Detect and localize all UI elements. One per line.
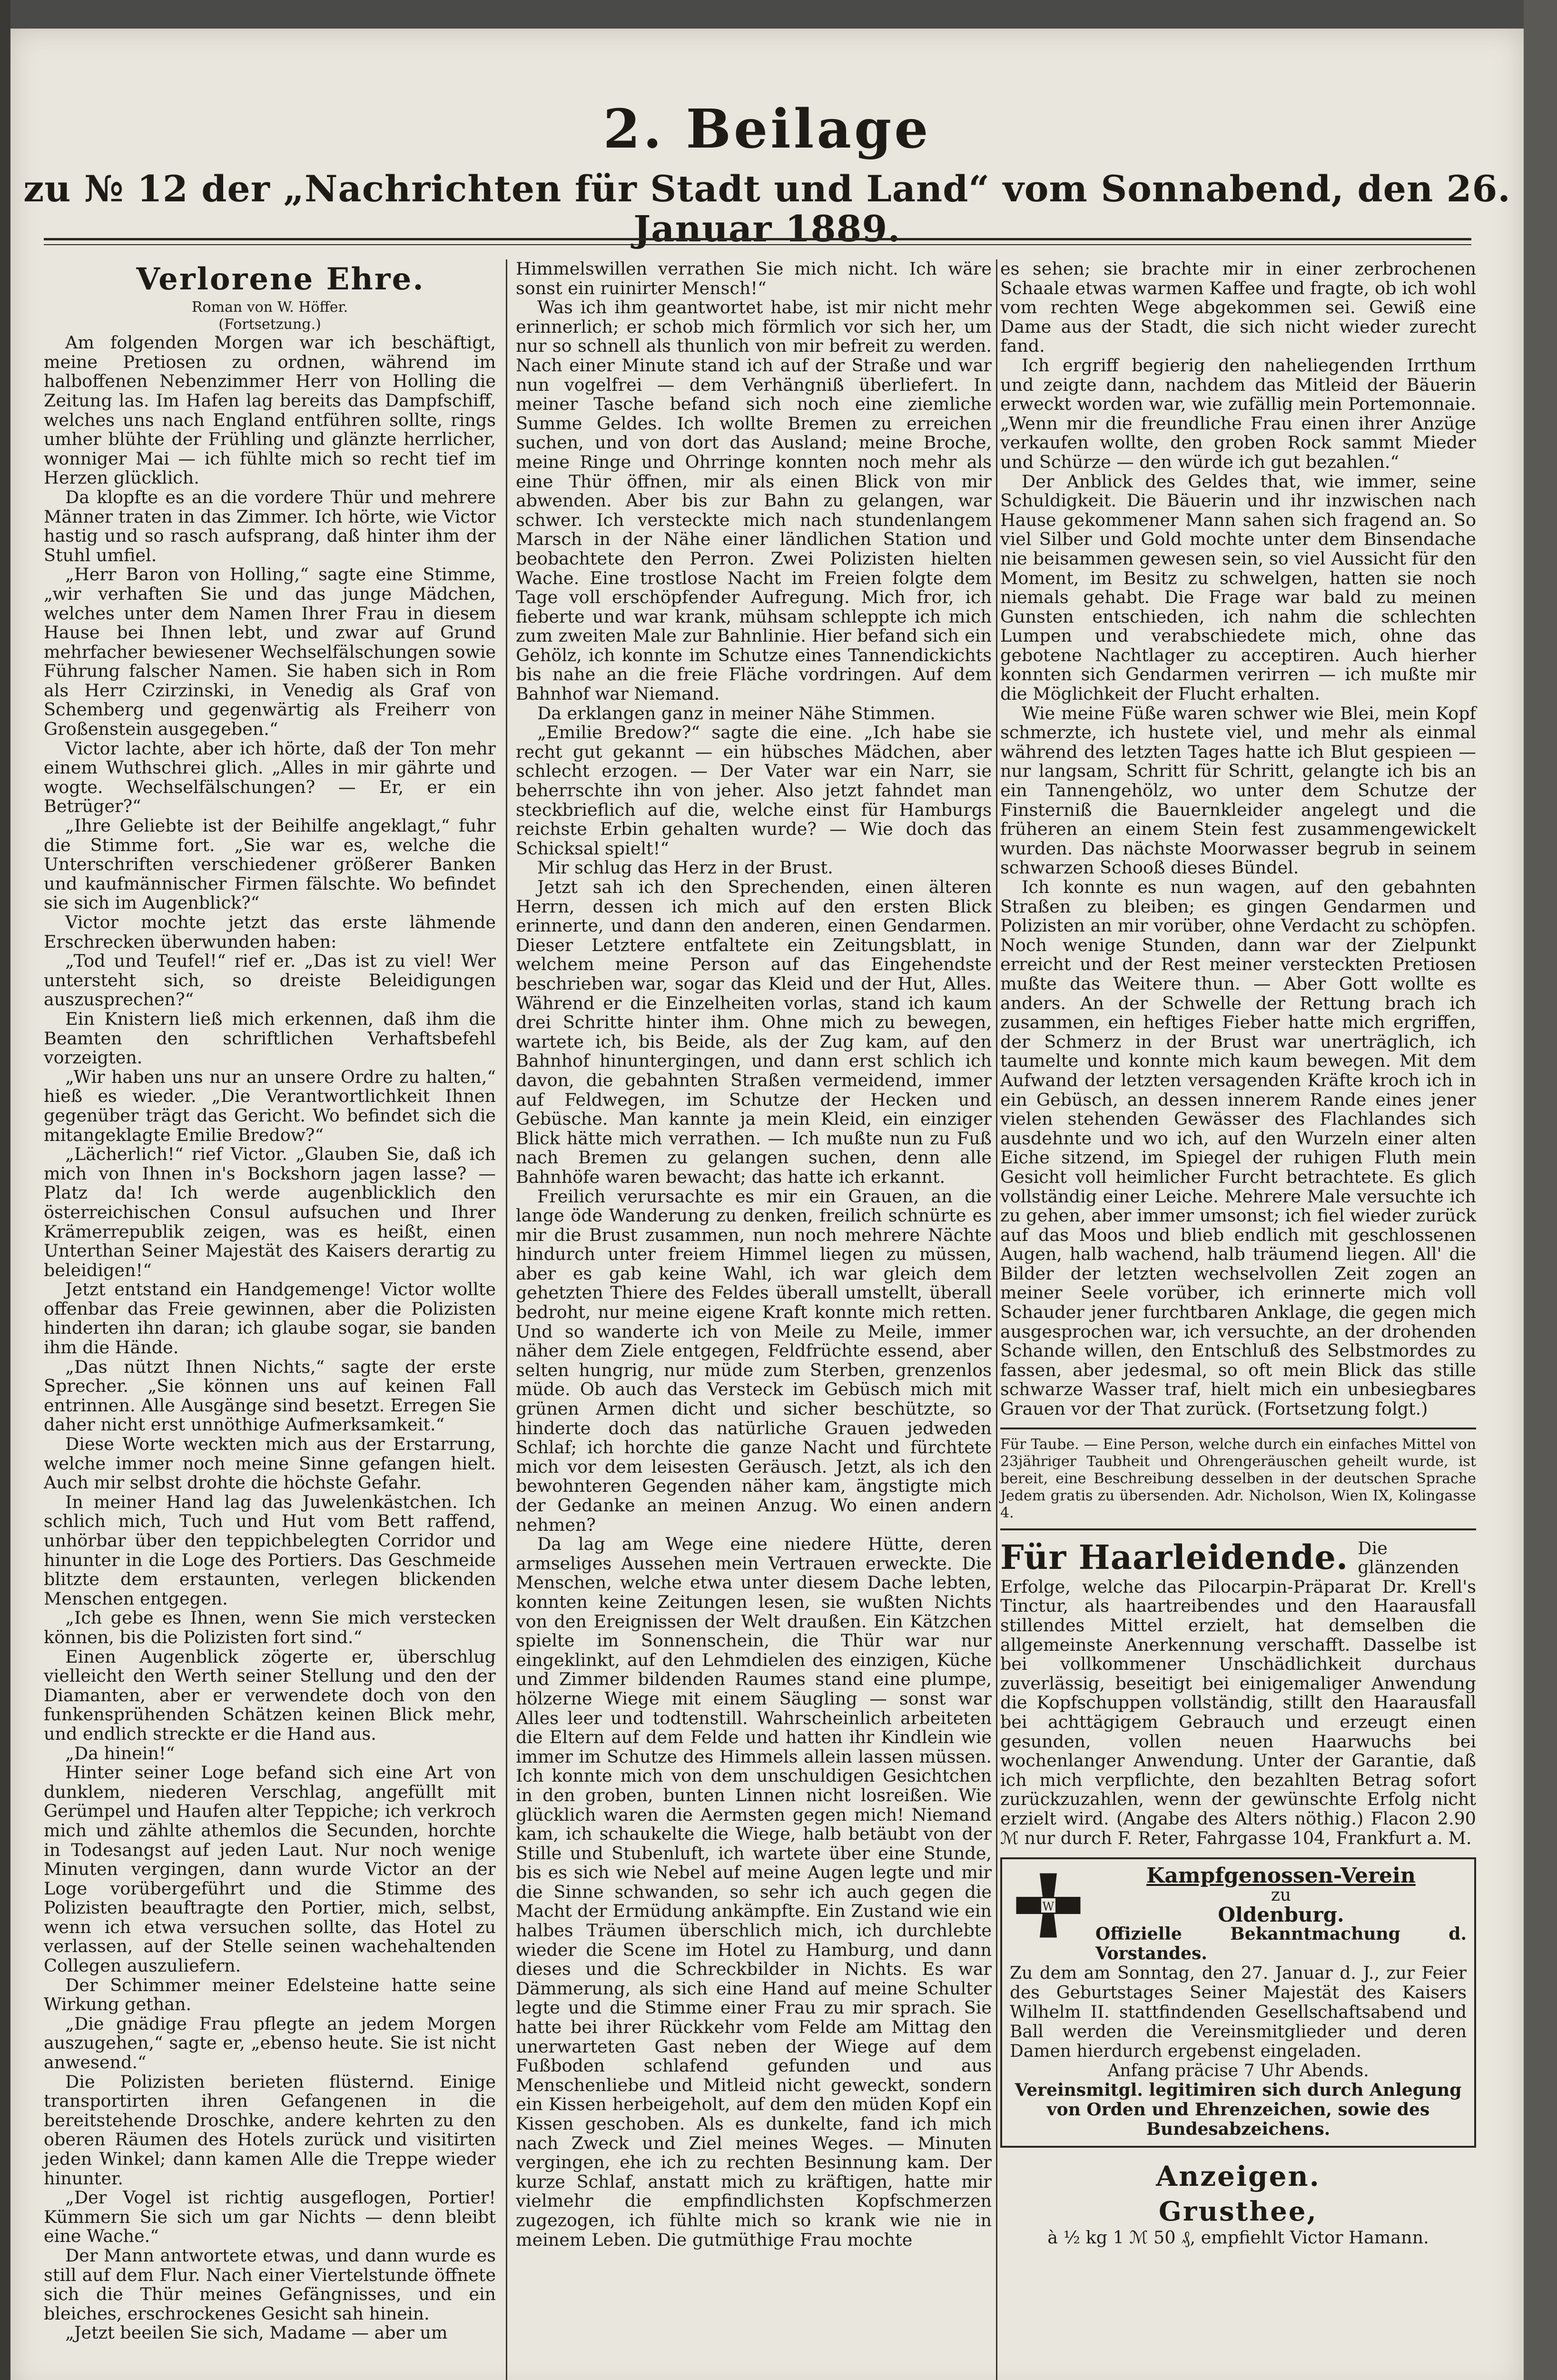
paragraph: „Die gnädige Frau pflegte an jedem Morgen auszugehen,“ sagte er, „ebenso heute. Sie ist nicht anwesend.“ [44,2013,496,2073]
newspaper-page [10,29,1524,2380]
paragraph: Der Anblick des Geldes that, wie immer, seine Schuldigkeit. Die Bäuerin und ihr inzwischen nach Hause gekommener Mann sahen sich fragend an. So viel Silber und Gold mochte unter dem Binsendache nie beisammen gewesen sein, so viel Aussicht für den Moment, im Besitz zu schwelgen, hatten sie noch niemals gehabt. Die Frage war bald zu meinen Gunsten entschieden, ich nahm die schlechten Lumpen und verabschiedete mich, ohne das gebotene Nachtlager zu acceptiren. Auch hierher konnten sich Gendarmen verirren — ich mußte mir die Möglichkeit der Flucht erhalten. [1000,471,1476,704]
verein-zu: zu [1271,1885,1291,1905]
paragraph: „Ich gebe es Ihnen, wenn Sie mich verstecken können, bis die Polizisten fort sind.“ [44,1607,496,1647]
paragraph: Ich ergriff begierig den naheliegenden Irrthum und zeigte dann, nachdem das Mitleid der Bäuerin erweckt worden war, wie zufällig mein Portemonnaie. „Wenn mir die freundliche Frau einen ihrer Anzüge verkaufen wollte, den groben Rock sammt Mieder und Schürze — den würde ich gut bezahlen.“ [1000,355,1476,472]
grusthee-line: à ½ kg 1 ℳ 50 ₰, empfiehlt Victor Hamann. [1047,2227,1429,2248]
scan-right-edge [1524,0,1557,2380]
paragraph: „Herr Baron von Holling,“ sagte eine Stimme, „wir verhaften Sie und das junge Mädchen, welches unter dem Namen Ihrer Frau in diesem Hause bei Ihnen lebt, und zwar auf Grund mehrfacher bewiesener Wechselfälschungen sowie Führung falscher Namen. Sie haben sich in Rom als Herr Czirzinski, in Venedig als Graf von Schemberg und gegenwärtig als Freiherr von Großenstein ausgegeben.“ [44,564,496,740]
paragraph: „Das nützt Ihnen Nichts,“ sagte der erste Sprecher. „Sie können uns auf keinen Fall entrinnen. Alle Ausgänge sind besetzt. Erregen Sie daher nicht erst unnöthige Aufmerksamkeit.“ [44,1356,496,1435]
paragraph: Ich konnte es nun wagen, auf den gebahnten Straßen zu bleiben; es gingen Gendarmen und Polizisten an mir vorüber, ohne Verdacht zu schöpfen. Noch wenige Stunden, dann war der Zielpunkt erreicht und der Rest meiner versteckten Pretiosen mußte das Weitere thun. — Aber Gott wollte es anders. An der Schwelle der Rettung brach ich zusammen, ein heftiges Fieber hatte mich ergriffen, der Schmerz in der Brust war unerträglich, ich taumelte und konnte mich kaum bewegen. Mit dem Aufwand der letzten versagenden Kräfte kroch ich in ein Gebüsch, an dessen innerem Rande eines jener vielen stehenden Gewässer des Flachlandes sich ausdehnte und wo ich, auf den Wurzeln einer alten Eiche sitzend, im Spiegel der ruhigen Fluth mein Gesicht voll heimlicher Furcht betrachtete. Es glich vollständig einer Leiche. Mehrere Male versuchte ich zu gehen, aber immer umsonst; ich fiel wieder zurück auf das Moos und blieb endlich mit geschlossenen Augen, halb wachend, halb träumend liegen. All' die Bilder der letzten wechselvollen Zeit zogen an meiner Seele vorüber, ich erinnerte mich voll Schauder jener furchtbaren Anklage, die gegen mich ausgesprochen war, ich versuchte, an der drohenden Schande willen, den Entschluß des Selbstmordes zu fassen, aber jedesmal, so oft mein Blick das stille schwarze Wasser traf, hielt mich ein unbesiegbares Grauen vor der That zurück. (Fortsetzung folgt.) [1000,877,1476,1419]
story-byline: Roman von W. Höffer. [191,299,348,316]
story-title: Verlorene Ehre. [136,261,425,297]
paragraph: „Da hinein!“ [65,1743,175,1764]
column-2 [516,259,992,2380]
verein-title: Kampfgenossen-Verein [1146,1864,1416,1888]
iron-cross-icon [1013,1870,1084,1941]
paragraph: „Emilie Bredow?“ sagte die eine. „Ich habe sie recht gut gekannt — ein hübsches Mädchen, aber schlecht erzogen. — Der Vater war ein Narr, sie beherrschte ihn von jeher. Also jetzt fahndet man steckbrieflich auf die, welche einst für Hamburgs reichste Erbin gehalten wurde? — Wie doch das Schicksal spielt!“ [516,722,992,859]
verein-body: Zu dem am Sonntag, den 27. Januar d. J., zur Feier des Geburtstages Seiner Majestät des Kaisers Wilhelm II. stattfindenden Gesellschaftsabend und Ball werden die Vereinsmitglieder und deren Damen hierdurch ergebenst eingeladen. [1010,1964,1467,2062]
supplement-title: 2. Beilage [603,98,931,160]
ad-haarleidende-title: Für Haarleidende. [1000,1538,1349,1577]
notice-taube: Für Taube. — Eine Person, welche durch ein einfaches Mittel von 23jähriger Taubheit und Ohrengeräuschen geheilt wurde, ist bereit, eine Beschreibung desselben in der deutschen Sprache Jedem gratis zu übersenden. Adr. Nicholson, Wien IX, Kolingasse 4. [1000,1428,1476,1530]
column-3 [1000,259,1476,2380]
masthead [10,100,1524,248]
ad-kampfgenossen-verein [1000,1857,1476,2148]
paragraph: Einen Augenblick zögerte er, überschlug vielleicht den Werth seiner Stellung und den der Diamanten, aber er verwendete doch von den funkensprühenden Schätzen keinen Blick mehr, und endlich streckte er die Hand aus. [44,1646,496,1744]
paragraph: In meiner Hand lag das Juwelenkästchen. Ich schlich mich, Tuch und Hut vom Bett raffend, unhörbar über den teppichbelegten Corridor und hinunter in die Loge des Portiers. Das Geschmeide blitzte dem erstaunten, verlegen blickenden Menschen entgegen. [44,1491,496,1609]
paragraph: „Lächerlich!“ rief Victor. „Glauben Sie, daß ich mich von Ihnen in's Bockshorn jagen lasse? — Platz da! Ich werde augenblicklich den österreichischen Consul aufsuchen und Ihrer Krämerrepublik zeigen, was es heißt, einen Unterthan Seiner Majestät des Kaisers derartig zu beleidigen!“ [44,1144,496,1280]
column-divider-2 [996,259,997,2380]
paragraph: Da klopfte es an die vordere Thür und mehrere Männer traten in das Zimmer. Ich hörte, wie Victor hastig und so rasch aufsprang, daß hinter ihm der Stuhl umfiel. [44,486,496,565]
paragraph: „Der Vogel ist richtig ausgeflogen, Portier! Kümmern Sie sich um gar Nichts — denn bleibt eine Wache.“ [44,2187,496,2247]
paragraph: Wie meine Füße waren schwer wie Blei, mein Kopf schmerzte, ich hustete viel, und mehr als einmal während des letzten Tages hatte ich Blut gespieen — nur langsam, Schritt für Schritt, gelangte ich bis an ein Tannengehölz, wo unter dem Schutze der Finsterniß die Bauernkleider angelegt und die früheren an einem Stein fest zusammengewickelt wurden. Das nächste Moorwasser begrub in seinem schwarzen Schooß dieses Bündel. [1000,703,1476,878]
grusthee-title: Grusthee, [1159,2196,1318,2228]
paragraph: „Wir haben uns nur an unsere Ordre zu halten,“ hieß es wieder. „Die Verantwortlichkeit Ihnen gegenüber trägt das Gericht. Wo befindet sich die mitangeklagte Emilie Bredow?“ [44,1066,496,1145]
column-divider-1 [506,259,507,2380]
paragraph: Ein Knistern ließ mich erkennen, daß ihm die Beamten den schriftlichen Verhaftsbefehl vorzeigten. [44,1008,496,1068]
supplement-subtitle: zu № 12 der „Nachrichten für Stadt und Land“ vom Sonnabend, den 26. Januar 1889. [23,168,1511,250]
anzeigen-heading: Anzeigen. [1156,2160,1320,2193]
paragraph: Da lag am Wege eine niedere Hütte, deren armseliges Aussehen mein Vertrauen erweckte. Die Menschen, welche etwa unter diesem Dache lebten, konnten keine Zeitungen lesen, sie wußten Nichts von den Ereignissen der Welt draußen. Ein Kätzchen spielte im Sonnenschein, die Thür war nur eingeklinkt, auf den Lehmdielen des einzigen, Küche und Zimmer bildenden Raumes stand eine plumpe, hölzerne Wiege mit einem Säugling — sonst war Alles leer und todtenstill. Wahrscheinlich arbeiteten die Eltern auf dem Felde und hatten ihr Kindlein wie immer im Schutze des Himmels allein lassen müssen. Ich konnte mich von dem unschuldigen Gesichtchen in den groben, bunten Linnen nicht losreißen. Wie glücklich waren die Aermsten gegen mich! Niemand kam, ich schaukelte die Wiege, halb betäubt von der Stille und Stubenluft, ich wartete über eine Stunde, bis es sich wie Nebel auf meine Augen legte und mir die Sinne schwanden, so sehr ich auch gegen die Macht der Ermüdung ankämpfte. Ein Zustand wie ein halbes Träumen überschlich mich, ich durchlebte wieder die Scene im Hotel zu Hamburg, und dann dieses und die Schreckbilder in Nichts. Es war Dämmerung, als sich eine Hand auf meine Schulter legte und die Stimme einer Frau zu mir sprach. Sie hatte bei ihrer Rückkehr vom Felde am Mittag den unerwarteten Gast neben der Wiege auf dem Fußboden schlafend gefunden und aus Menschenliebe und Mitleid nicht geweckt, sondern ein Kissen herbeigeholt, auf dem den müden Kopf ein Kissen geschoben. Als es dunkelte, fand ich mich nach Zweck und Ziel meines Weges. — Minuten vergingen, ehe ich zu rechten Besinnung kam. Der kurze Schlaf, anstatt mich zu kräftigen, hatte mir vielmehr die empfindlichsten Kopfschmerzen zugezogen, ich fühlte mich so krank wie nie in meinem Leben. Die gutmüthige Frau mochte [516,1534,992,2250]
paragraph: Diese Worte weckten mich aus der Erstarrung, welche immer noch meine Sinne gefangen hielt. Auch mir selbst drohte die höchste Gefahr. [44,1434,496,1493]
verein-offiz: Offizielle Bekanntmachung d. Vorstandes. [1095,1924,1467,1964]
verein-legit: Vereinsmitgl. legitimiren sich durch Anlegung von Orden und Ehrenzeichen, sowie des Bundesabzeichens. [1015,2080,1462,2140]
paragraph: es sehen; sie brachte mir in einer zerbrochenen Schaale etwas warmen Kaffee und fragte, ob ich wohl vom rechten Wege abgekommen sei. Gewiß eine Dame aus der Stadt, die sich nicht wieder zurecht fand. [1000,258,1476,357]
paragraph: Jetzt sah ich den Sprechenden, einen älteren Herrn, dessen ich mich auf den ersten Blick erinnerte, und dann den anderen, einen Gendarmen. Dieser Letztere entfaltete ein Zeitungsblatt, in welchem meine Person auf das Eingehendste beschrieben war, sogar das Kleid und der Hut, Alles. Während er die Einzelheiten vorlas, stand ich kaum drei Schritte hinter ihm. Ohne mich zu bewegen, wartete ich, bis Beide, als der Zug kam, auf den Bahnhof hinuntergingen, und dann erst schlich ich davon, die gebahnten Straßen vermeidend, immer auf Feldwegen, im Schutze der Hecken und Gebüsche. Man kannte ja mein Kleid, ein einziger Blick hätte mich verrathen. — Ich mußte nun zu Fuß nach Bremen zu gelangen suchen, denn alle Bahnhöfe waren bewacht; das hatte ich erkannt. [516,877,992,1187]
paragraph: Die Polizisten berieten flüsternd. Einige transportirten ihren Gefangenen in die bereitstehende Droschke, andere kehrten zu den oberen Räumen des Hotels zurück und visitirten jeden Winkel; dann kamen Alle die Treppe wieder hinunter. [44,2071,496,2189]
paragraph: Der Mann antwortete etwas, und dann wurde es still auf dem Flur. Nach einer Viertelstunde öffnete sich die Thür meines Gefängnisses, und ein bleiches, erschrockenes Gesicht sah hinein. [44,2245,496,2324]
story-continuation: (Fortsetzung.) [218,316,321,333]
paragraph: Mir schlug das Herz in der Brust. [537,857,833,878]
paragraph: Jetzt entstand ein Handgemenge! Victor wollte offenbar das Freie gewinnen, aber die Polizisten hinderten ihn daran; ich glaube sogar, sie banden ihm die Hände. [44,1279,496,1358]
paragraph: Victor mochte jetzt das erste lähmende Erschrecken überwunden haben: [44,912,496,952]
verein-city: Oldenburg. [1218,1903,1344,1927]
paragraph: Himmelswillen verrathen Sie mich nicht. Ich wäre sonst ein ruinirter Mensch!“ [516,258,992,298]
paragraph: Da erklangen ganz in meiner Nähe Stimmen. [537,703,936,724]
paragraph: Hinter seiner Loge befand sich eine Art von dunklem, niederen Verschlag, angefüllt mit Gerümpel und Haufen alter Teppiche; ich verkroch mich und zählte athemlos die Secunden, horchte in Todesangst auf jeden Laut. Nur noch wenige Minuten vergingen, dann wurde Victor an der Loge vorübergeführt und die Stimme des Polizisten beauftragte den Portier, mich, selbst, wenn ich etwa versuchen sollte, das Hotel zu verlassen, auf der Stelle seinen wachehaltenden Collegen auszuliefern. [44,1762,496,1976]
paragraph: Was ich ihm geantwortet habe, ist mir nicht mehr erinnerlich; er schob mich förmlich vor sich her, um nur so schnell als thunlich von mir befreit zu werden. Nach einer Minute stand ich auf der Straße und war nun vogelfrei — dem Verhängniß überliefert. In meiner Tasche befand sich noch eine ziemliche Summe Geldes. Ich wollte Bremen zu erreichen suchen, und von dort das Ausland; meine Broche, meine Ringe und Ohrringe konnten noch mehr als eine Thür öffnen, mir als einen Blick von mir abwenden. Aber bis zur Bahn zu gelangen, war schwer. Ich versteckte mich nach stundenlangem Marsch in der Nähe einer ländlichen Station und beobachtete den Perron. Zwei Polizisten hielten Wache. Eine trostlose Nacht im Freien folgte dem Tage voll erschöpfender Aufregung. Mich fror, ich fieberte und war krank, mühsam schleppte ich mich zum zweiten Male zur Bahnlinie. Hier befand sich ein Gehölz, ich konnte im Schutze eines Tannendickichts bis nahe an die freie Fläche vordringen. Auf dem Bahnhof war Niemand. [516,297,992,704]
ad-haarleidende-body: Die glänzenden Erfolge, welche das Pilocarpin-Präparat Dr. Krell's Tinctur, als haartreibendes und den Haarausfall stillendes Mittel erzielt, hat demselben die allgemeinste Anerkennung verschafft. Dasselbe ist bei vollkommener Unschädlichkeit durchaus zuverlässig, beseitigt bei einigemaliger Anwendung die Kopfschuppen vollständig, stillt den Haarausfall bei achttägigem Gebrauch und erzeugt einen gesunden, vollen neuen Haarwuchs bei wochenlanger Anwendung. Unter der Garantie, daß ich mich verpflichte, den bezahlten Betrag sofort zurückzuzahlen, wenn der gewünschte Erfolg nicht erzielt wird. (Angabe des Alters nöthig.) Flacon 2.90 ℳ nur durch F. Reter, Fahrgasse 104, Frankfurt a. M. [1000,1538,1476,1848]
scan-left-edge [0,0,10,2380]
paragraph: „Tod und Teufel!“ rief er. „Das ist zu viel! Wer untersteht sich, so dreiste Beleidigungen auszusprechen?“ [44,951,496,1010]
paragraph: Freilich verursachte es mir ein Grauen, an die lange öde Wanderung zu denken, freilich schnürte es mir die Brust zusammen, nun noch mehrere Nächte hindurch unter freiem Himmel liegen zu müssen, aber es gab keine Wahl, ich war gleich dem gehetzten Thiere des Feldes überall umstellt, überall bedroht, nur meine eigene Kraft konnte mich retten. Und so wanderte ich von Meile zu Meile, immer näher dem Ziele entgegen, Feldfrüchte essend, aber selten hungrig, nur müde zum Sterben, grenzenlos müde. Ob auch das Versteck im Gebüsch mich mit grünen Armen dicht und sicher beschützte, so hinderte doch das natürliche Grauen jedweden Schlaf; ich horchte die ganze Nacht und fürchtete mich vor dem leisesten Geräusch. Jetzt, als ich den bewohnteren Gegenden näher kam, ängstigte mich der Gedanke an meinen Anzug. Wo einen andern nehmen? [516,1186,992,1535]
iron-cross-letter: W [1042,1900,1054,1914]
verein-anfang: Anfang präcise 7 Uhr Abends. [1107,2061,1369,2081]
paragraph: Der Schimmer meiner Edelsteine hatte seine Wirkung gethan. [44,1974,496,2015]
paragraph: Victor lachte, aber ich hörte, daß der Ton mehr einem Wuthschrei glich. „Alles in mir gährte und wogte. Wechselfälschungen? — Er, er ein Betrüger?“ [44,738,496,817]
ad-haarleidende [1000,1539,1476,1848]
paragraph: Am folgenden Morgen war ich beschäftigt, meine Pretiosen zu ordnen, während im halboffenen Nebenzimmer Herr von Holling die Zeitung las. Im Hafen lag bereits das Dampfschiff, welches uns nach England entführen sollte, rings umher blühte der Frühling und glänzte herrlicher, wonniger Mai — ich fühlte mich so recht tief im Herzen glücklich. [44,332,496,488]
column-1 [44,259,496,2380]
paragraph: „Ihre Geliebte ist der Beihilfe angeklagt,“ fuhr die Stimme fort. „Sie war es, welche die Unterschriften verschiedener größerer Banken und kaufmännischer Firmen fälschte. Wo befindet sie sich im Augenblick?“ [44,815,496,913]
header-rule [44,238,1471,245]
paragraph: „Jetzt beeilen Sie sich, Madame — aber um [65,2322,448,2343]
